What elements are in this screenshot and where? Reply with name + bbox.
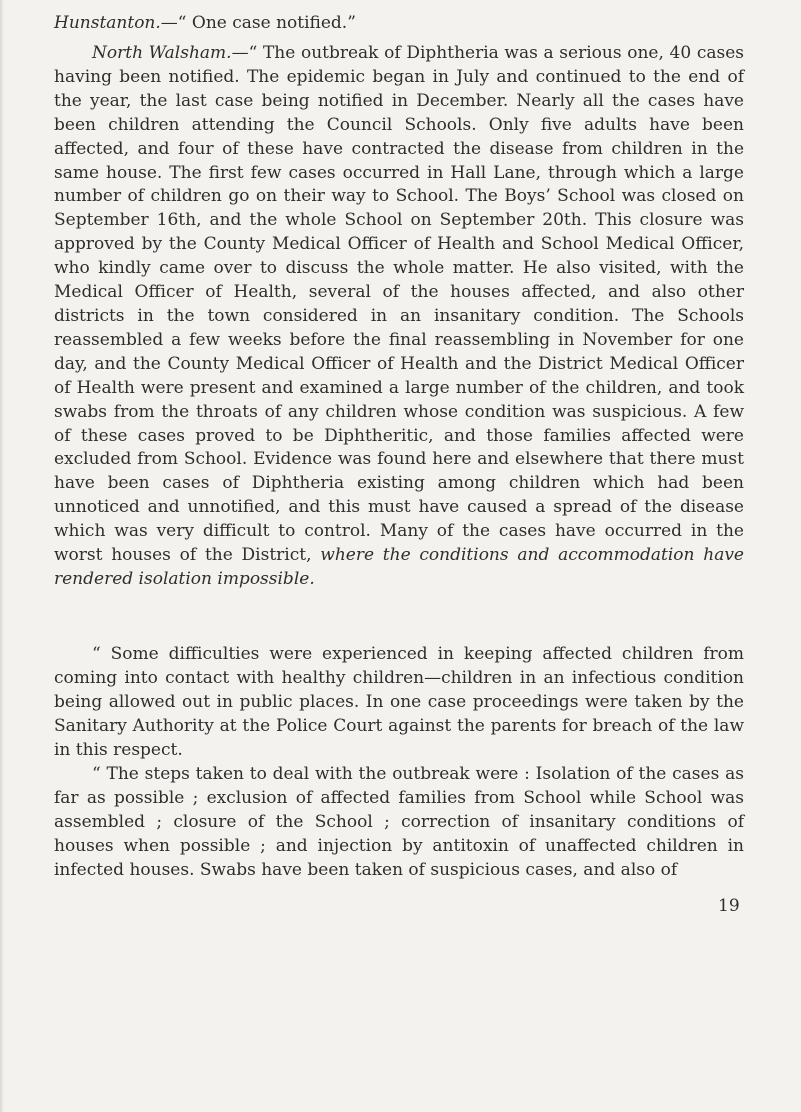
north-walsham-emphasis: where the conditions and accommodation have rendered isolation impossible. bbox=[54, 545, 744, 589]
north-walsham-paragraph bbox=[54, 42, 744, 592]
north-walsham-place-name: North Walsham. bbox=[92, 43, 232, 63]
page-number: 19 bbox=[718, 896, 740, 916]
hunstanton-place-name: Hunstanton. bbox=[54, 13, 161, 33]
page-edge-shadow bbox=[0, 0, 4, 1112]
hunstanton-text: —“ One case notified.” bbox=[160, 13, 356, 33]
difficulties-paragraph: “ Some difficulties were experienced in keeping affected children from coming into contact with healthy children—children in an infectious condition being allowed out in public places. In one case proceedings were taken by the Sanitary Authority at the Police Court against the parents for breach of the law in this respect. bbox=[54, 644, 744, 760]
north-walsham-text: —“ The outbreak of Diphtheria was a serious one, 40 cases having been notified. The epidemic began in July and continued to the end of the year, the last case being notified in December. Nearly all the cases have been children attending the Council Schools. Only five adults have been affected, and four of these have contracted the disease from children in the same house. The first few cases occurred in Hall Lane, through which a large number of children go on their way to School. The Boys’ School was closed on September 16th, and the whole School on September 20th. This closure was approved by the County Medical Officer of Health and School Medical Officer, who kindly came over to discuss the whole matter. He also visited, with the Medical Officer of Health, several of the houses affected, and also other districts in the town considered in an insanitary condition. The Schools reassembled a few weeks before the final reassembling in November for one day, and the County Medical Officer of Health and the District Medical Officer of Health were present and examined a large number of the children, and took swabs from the throats of any children whose condition was suspicious. A few of these cases proved to be Diphtheritic, and those families affected were excluded from School. Evidence was found here and elsewhere that there must have been cases of Diphtheria existing among children which had been unnoticed and unnotified, and this must have caused a spread of the disease which was very difficult to control. Many of the cases have occurred in the worst houses of the District, bbox=[54, 43, 745, 566]
hunstanton-paragraph bbox=[54, 12, 744, 36]
steps-paragraph: “ The steps taken to deal with the outbreak were : Isolation of the cases as far as possible ; exclusion of affected families from School while School was assembled ; closure of the School ; correction of insanitary conditions of houses when possible ; and injection by antitoxin of unaffected children in infected houses. Swabs have been taken of suspicious cases, and also of bbox=[54, 764, 744, 880]
